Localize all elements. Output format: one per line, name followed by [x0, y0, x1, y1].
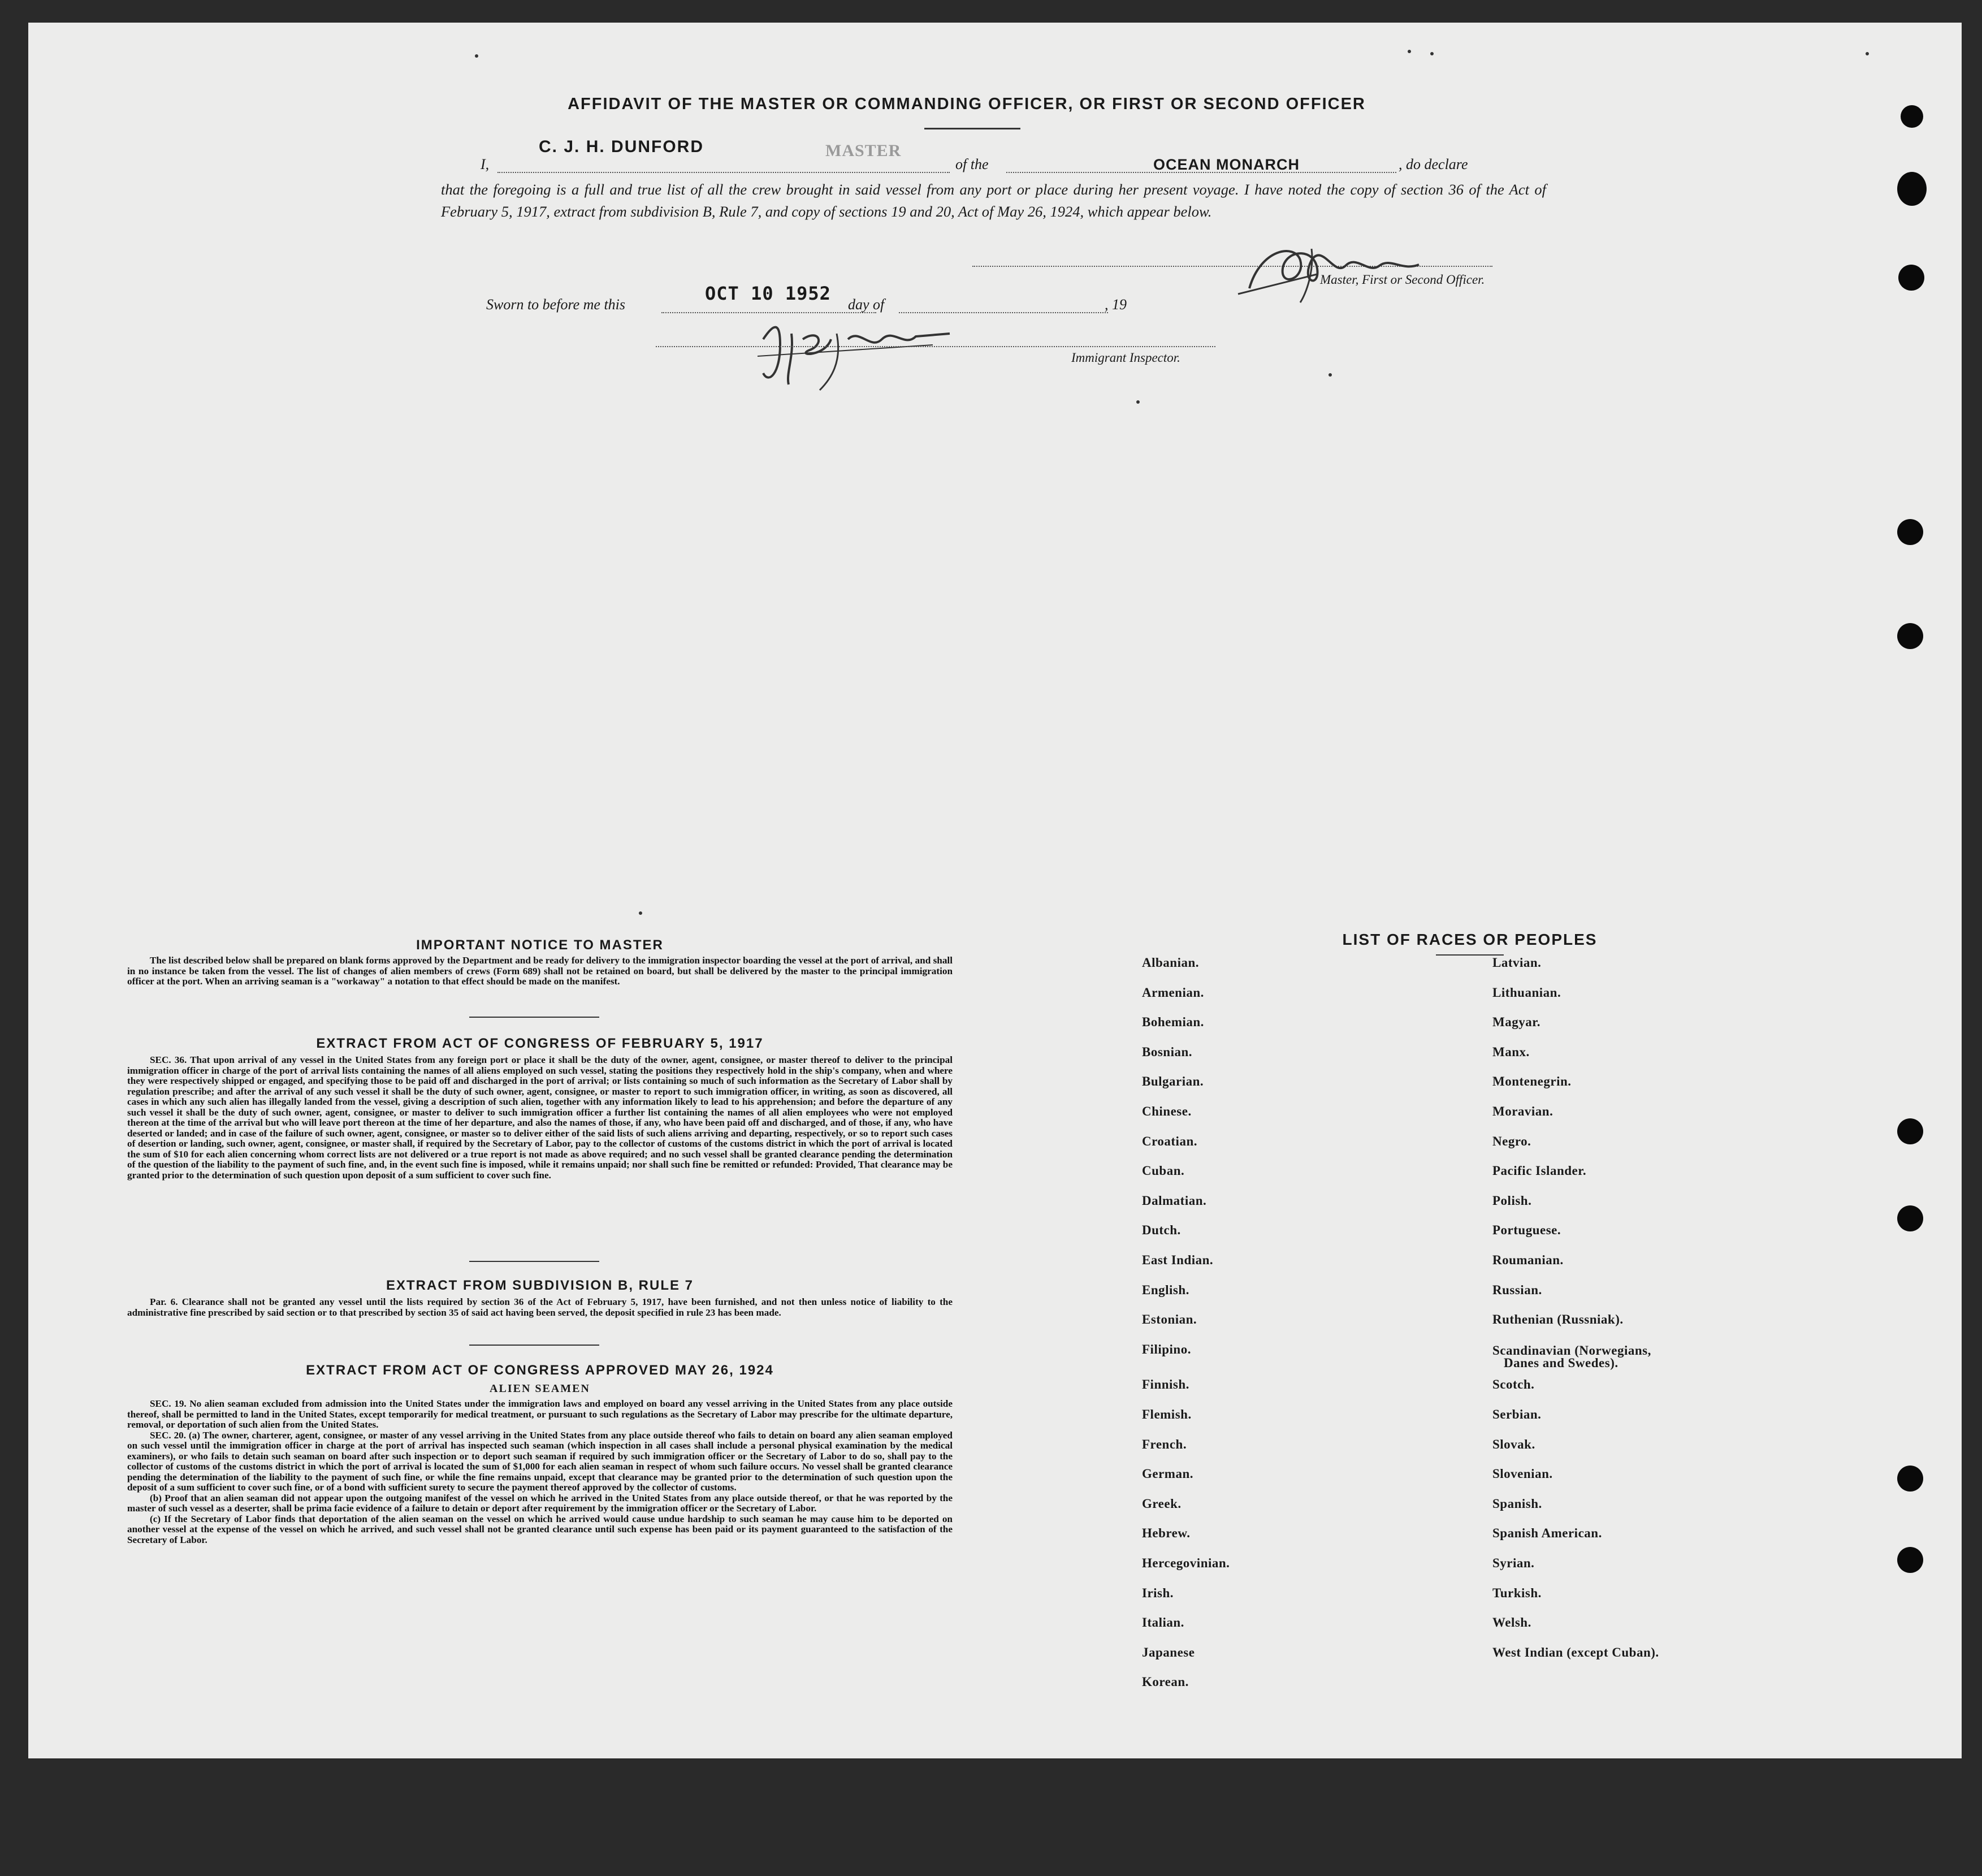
- race-item: Lithuanian.: [1492, 985, 1561, 1000]
- race-item: Montenegrin.: [1492, 1074, 1572, 1089]
- title-rule: [924, 128, 1020, 129]
- extract-1924-title: EXTRACT FROM ACT OF CONGRESS APPROVED MAY 26, 1924: [306, 1363, 774, 1378]
- race-item: Bosnian.: [1142, 1044, 1193, 1059]
- race-item: Hercegovinian.: [1142, 1556, 1230, 1570]
- race-item: German.: [1142, 1467, 1194, 1481]
- race-item: Slovenian.: [1492, 1467, 1553, 1481]
- punch-hole: [1897, 519, 1923, 545]
- race-item: Scandinavian (Norwegians,: [1492, 1343, 1651, 1358]
- notice-title: IMPORTANT NOTICE TO MASTER: [416, 937, 664, 953]
- speck: [1328, 373, 1332, 377]
- document-page: [28, 23, 1962, 1758]
- speck: [639, 911, 642, 915]
- race-item: Albanian.: [1142, 956, 1200, 970]
- race-item: Italian.: [1142, 1615, 1184, 1630]
- race-item: Magyar.: [1492, 1015, 1541, 1030]
- inspector-caption: Immigrant Inspector.: [1071, 351, 1180, 365]
- race-item: Estonian.: [1142, 1312, 1197, 1327]
- race-item: West Indian (except Cuban).: [1492, 1645, 1659, 1659]
- notice-body: [127, 956, 953, 987]
- race-item: Chinese.: [1142, 1104, 1192, 1118]
- extract-1924-body: [127, 1399, 953, 1545]
- extract-1917-title: EXTRACT FROM ACT OF CONGRESS OF FEBRUARY 5, 1917: [316, 1036, 764, 1051]
- punch-hole: [1897, 1466, 1923, 1492]
- race-item: Negro.: [1492, 1134, 1531, 1148]
- race-item: Roumanian.: [1492, 1253, 1564, 1267]
- race-item: Spanish.: [1492, 1496, 1542, 1511]
- race-item: Turkish.: [1492, 1585, 1542, 1600]
- speck: [475, 54, 478, 58]
- punch-hole: [1897, 623, 1923, 649]
- speck: [1408, 50, 1411, 53]
- speck: [1430, 52, 1434, 55]
- race-item: Portuguese.: [1492, 1223, 1561, 1238]
- affidavit-body: that the foregoing is a full and true list of all the crew brought in said vessel from any port or place during her present voyage. I have noted the copy of section 36 of the Act of February 5, 1917, extract from subdivision B, Rule 7, and copy of sections 19 and 20, Act of May 26, 1924, which appear below.: [441, 181, 1546, 220]
- race-item: Greek.: [1142, 1496, 1182, 1511]
- do-declare-label: , do declare: [1399, 156, 1468, 172]
- punch-hole: [1897, 1547, 1923, 1573]
- date-stamp: OCT 10 1952: [705, 283, 831, 304]
- race-item: Finnish.: [1142, 1377, 1189, 1392]
- rank-stamp: MASTER: [825, 141, 902, 160]
- extract-rule7-title: EXTRACT FROM SUBDIVISION B, RULE 7: [386, 1278, 694, 1293]
- extract-1924-subtitle: ALIEN SEAMEN: [490, 1382, 590, 1395]
- affidavit-title: AFFIDAVIT OF THE MASTER OR COMMANDING OFFICER, OR FIRST OR SECOND OFFICER: [568, 95, 1366, 113]
- race-item: Cuban.: [1142, 1164, 1185, 1178]
- master-name: C. J. H. DUNFORD: [539, 137, 704, 156]
- notice-paragraph: The list described below shall be prepared on blank forms approved by the Department and be ready for delivery to the immigration inspector boarding the vessel at the port of arrival, and shall in no instance be taken from the vessel. The list of changes of alien members of crews (Form 689) shall not be retained on board, but shall be delivered by the master to the principal immigration officer at the port. When an arriving seaman is a "workaway" a notation to that effect should be made on the manifest.: [127, 955, 953, 987]
- race-item: Manx.: [1492, 1044, 1530, 1059]
- speck: [1136, 400, 1140, 404]
- race-item: Korean.: [1142, 1675, 1189, 1689]
- race-item: Russian.: [1492, 1282, 1542, 1297]
- of-the-label: of the: [955, 156, 989, 172]
- race-item: Slovak.: [1492, 1437, 1535, 1451]
- race-item: Flemish.: [1142, 1407, 1192, 1421]
- vessel-name: OCEAN MONARCH: [1153, 156, 1300, 173]
- master-signature-caption: Master, First or Second Officer.: [1320, 273, 1485, 287]
- race-item: Serbian.: [1492, 1407, 1542, 1421]
- race-item: Croatian.: [1142, 1134, 1197, 1148]
- race-item: Armenian.: [1142, 985, 1204, 1000]
- extract-1917-paragraph: SEC. 36. That upon arrival of any vessel in the United States from any foreign port or place it shall be the duty of the owner, agent, consignee, or master thereof to deliver to the principal immigration officer in charge of the port of arrival lists containing the names of all aliens employed on such vessel, stating the positions they respectively hold in the ship's company, when and where they were respectively shipped or engaged, and specifying those to be paid off and discharged in the port of arrival; or lists containing so much of such information as the Secretary of Labor shall by regulation prescribe; and after the arrival of any such vessel it shall be the duty of such owner, agent, consignee, or master to report to such immigration officer, in writing, as soon as discovered, all cases in which any such alien has illegally landed from the vessel, giving a description of such alien, together with any information likely to lead to his apprehension; and before the departure of any such vessel it shall be the duty of such owner, agent, consignee, or master to deliver to such immigration officer a further list containing the names of all alien employees who were not employed thereon at the time of the arrival but who will leave port thereon at the time of her departure, and also the names of those, if any, who have been paid off and discharged, and of those, if any, who have deserted or landed; and in case of the failure of such owner, agent, consignee, or master so to deliver either of the said lists of such aliens arriving and departing, respectively, or so to report such cases of desertion or landing, such owner, agent, consignee, or master shall, if required by the Secretary of Labor, pay to the collector of customs of the customs district in which the port of arrival is located the sum of $10 for each alien concerning whom correct lists are not delivered or a true report is not made as above required; and no such vessel shall be granted clearance pending the determination of the question of the liability to the payment of such fine, and, in the event such fine is imposed, while it remains unpaid; nor shall such fine be remitted or refunded: Provided, That clearance may be granted prior to the determination of such question upon deposit of a sum sufficient to cover such fine.: [127, 1054, 953, 1181]
- lead-i: I,: [481, 156, 490, 172]
- extract-1924-paragraph: SEC. 20. (a) The owner, charterer, agent, consignee, or master of any vessel arriving in the United States from any place outside thereof who fails to detain on board any alien seaman employed on such vessel until the immigration officer in charge at the port of arrival has inspected such seaman (which inspection in all cases shall include a personal physical examination by the medical examiners), or who fails to detain such seaman on board after such inspection or to deport such seaman if required by such immigration officer or the Secretary of Labor to do so, shall pay to the collector of customs of the customs district in which the port of arrival is located the sum of $1,000 for each alien seaman in respect of whom such failure occurs. No vessel shall be granted clearance pending the determination of the liability to the payment of such fine, or while the fine remains unpaid, except that clearance may be granted prior to the determination of such question upon the deposit of a sum sufficient to cover such fine, or of a bond with sufficient surety to secure the payment thereof approved by the collector of customs.: [127, 1429, 953, 1493]
- race-item: Dalmatian.: [1142, 1193, 1207, 1208]
- section-divider: [469, 1345, 599, 1346]
- punch-hole: [1898, 265, 1924, 291]
- race-item: Hebrew.: [1142, 1526, 1191, 1541]
- race-item: Welsh.: [1492, 1615, 1531, 1630]
- punch-hole: [1897, 1118, 1923, 1144]
- inspector-line: [656, 346, 1215, 347]
- race-item: French.: [1142, 1437, 1187, 1451]
- race-item: Polish.: [1492, 1193, 1532, 1208]
- race-item: Bulgarian.: [1142, 1074, 1204, 1089]
- name-line: [497, 172, 950, 173]
- race-item: Latvian.: [1492, 956, 1542, 970]
- sworn-label: Sworn to before me this: [486, 296, 626, 313]
- section-divider: [469, 1261, 599, 1262]
- extract-rule7-body: [127, 1297, 953, 1318]
- speck: [1866, 52, 1869, 55]
- race-item: East Indian.: [1142, 1253, 1214, 1267]
- race-item: Japanese: [1142, 1645, 1195, 1659]
- extract-1917-body: [127, 1055, 953, 1181]
- race-item: Pacific Islander.: [1492, 1164, 1587, 1178]
- race-item: Ruthenian (Russniak).: [1492, 1312, 1624, 1327]
- race-item: Scotch.: [1492, 1377, 1535, 1392]
- race-item: Bohemian.: [1142, 1015, 1204, 1030]
- extract-1924-paragraph: (c) If the Secretary of Labor finds that deportation of the alien seaman on the vessel on which he arrived would cause undue hardship to such seaman he may cause him to be deported on another vessel at the expense of the vessel on which he arrived, and such vessel shall not be granted clearance until such expense has been paid or its payment guaranteed to the satisfaction of the Secretary of Labor.: [127, 1513, 953, 1545]
- punch-hole: [1897, 1205, 1923, 1231]
- race-item: Dutch.: [1142, 1223, 1181, 1238]
- race-item: English.: [1142, 1282, 1189, 1297]
- day-of-label: day of: [848, 296, 885, 313]
- race-item: Spanish American.: [1492, 1526, 1602, 1541]
- race-item: Danes and Swedes).: [1504, 1356, 1619, 1371]
- races-title: LIST OF RACES OR PEOPLES: [1342, 931, 1598, 948]
- master-signature: [1215, 226, 1453, 305]
- section-divider: [469, 1017, 599, 1018]
- race-item: Filipino.: [1142, 1342, 1191, 1356]
- inspector-signature: [746, 305, 961, 396]
- year-prefix: , 19: [1105, 296, 1127, 313]
- extract-1924-paragraph: SEC. 19. No alien seaman excluded from admission into the United States under the immigration laws and employed on board any vessel arriving in the United States from any place outside thereof, shall be permitted to land in the United States, except temporarily for medical treatment, or pursuant to such regulations as the Secretary of Labor may prescribe for the ultimate departure, removal, or deportation of such alien from the United States.: [127, 1398, 953, 1430]
- race-item: Irish.: [1142, 1585, 1174, 1600]
- punch-hole: [1901, 105, 1923, 128]
- punch-hole: [1897, 172, 1927, 206]
- race-item: Moravian.: [1492, 1104, 1553, 1118]
- race-item: Syrian.: [1492, 1556, 1535, 1570]
- extract-rule7-paragraph: Par. 6. Clearance shall not be granted any vessel until the lists required by section 36 of the Act of February 5, 1917, have been furnished, and not then unless notice of liability to the administrative fine prescribed by said section or to that prescribed by section 35 of said act having been served, the deposit specified in rule 23 has been made.: [127, 1296, 953, 1318]
- extract-1924-paragraph: (b) Proof that an alien seaman did not appear upon the outgoing manifest of the vessel on which he arrived in the United States from any place outside thereof, or that he was reported by the master of such vessel as a deserter, shall be prima facie evidence of a failure to detain or deport after requirement by the immigration officer or the Secretary of Labor.: [127, 1492, 953, 1514]
